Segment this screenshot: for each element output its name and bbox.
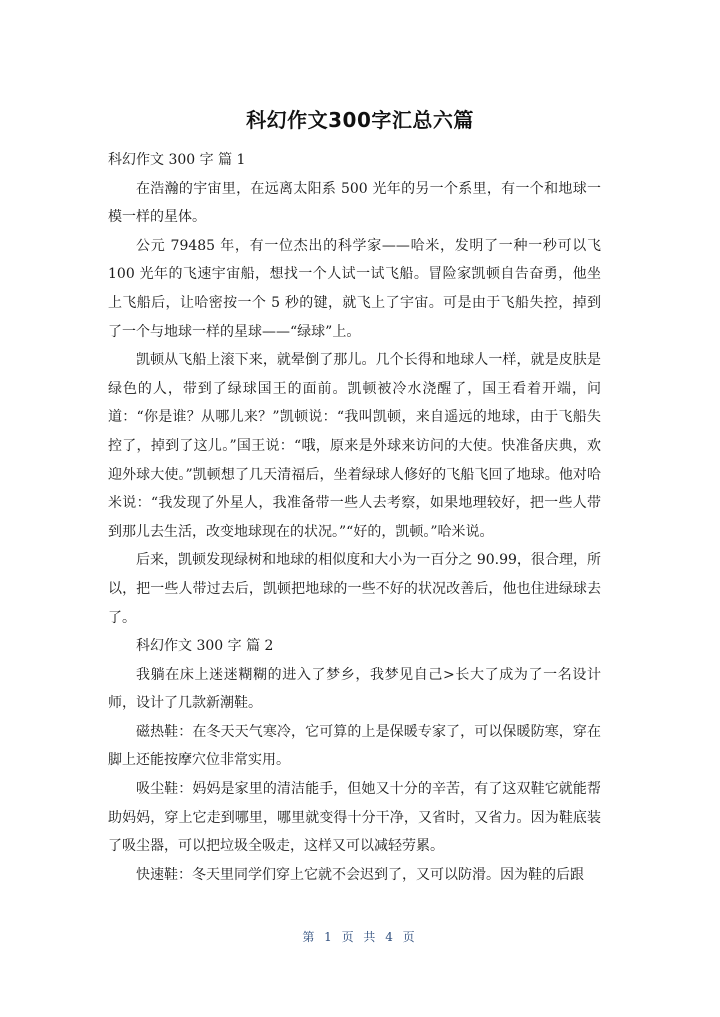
paragraph: 凯顿从飞船上滚下来，就晕倒了那儿。几个长得和地球人一样，就是皮肤是绿色的人，带到了绿球国王的面前。凯顿被冷水浇醒了，国王看着开端，问道：“你是谁？从哪儿来？”凯顿说：“我叫凯顿，来自遥远的地球，由于飞船失控了，掉到了这儿。”国王说：“哦，原来是外球来访问的大使。快准备庆典，欢迎外球大使。”凯顿想了几天清福后，坐着绿球人修好的飞船飞回了地球。他对哈米说：“我发现了外星人，我准备带一些人去考察，如果地理较好，把一些人带到那儿去生活，改变地球现在的状况。”“好的，凯顿。”哈米说。	[108, 352, 601, 540]
paragraph: 吸尘鞋：妈妈是家里的清洁能手，但她又十分的辛苦，有了这双鞋它就能帮助妈妈，穿上它走到哪里，哪里就变得十分干净，又省时，又省力。因为鞋底装了吸尘器，可以把垃圾全吸走，这样又可以减轻劳累。	[108, 781, 601, 855]
paragraph: 在浩瀚的宇宙里，在远离太阳系 500 光年的另一个系里，有一个和地球一模一样的星体。	[108, 180, 601, 226]
paragraph: 公元 79485 年，有一位杰出的科学家——哈米，发明了一种一秒可以飞 100 光年的飞速宇宙船，想找一个人试一试飞船。冒险家凯顿自告奋勇，他坐上飞船后，让哈密按一个 5 秒的键，就飞上了宇宙。可是由于飞船失控，掉到了一个与地球一样的星球——“绿球”上。	[108, 237, 601, 340]
paragraph: 我躺在床上迷迷糊糊的进入了梦乡，我梦见自己>长大了成为了一名设计师，设计了几款新潮鞋。	[108, 666, 601, 712]
section-heading-2: 科幻作文 300 字 篇 2	[136, 638, 274, 655]
page-number-footer: 第 1 页 共 4 页	[302, 930, 418, 944]
paragraph: 磁热鞋：在冬天天气寒冷，它可算的上是保暖专家了，可以保暖防寒，穿在脚上还能按摩穴位非常实用。	[108, 723, 601, 769]
document-body	[108, 146, 601, 889]
section-heading-1: 科幻作文 300 字 篇 1	[108, 152, 246, 168]
paragraph: 后来，凯顿发现绿树和地球的相似度和大小为一百分之 90.99，很合理，所以，把一些人带过去后，凯顿把地球的一些不好的状况改善后，他也住进绿球去了。	[108, 552, 601, 626]
document-title: 科幻作文300字汇总六篇	[246, 108, 474, 132]
paragraph: 快速鞋：冬天里同学们穿上它就不会迟到了，又可以防滑。因为鞋的后跟	[136, 866, 584, 883]
